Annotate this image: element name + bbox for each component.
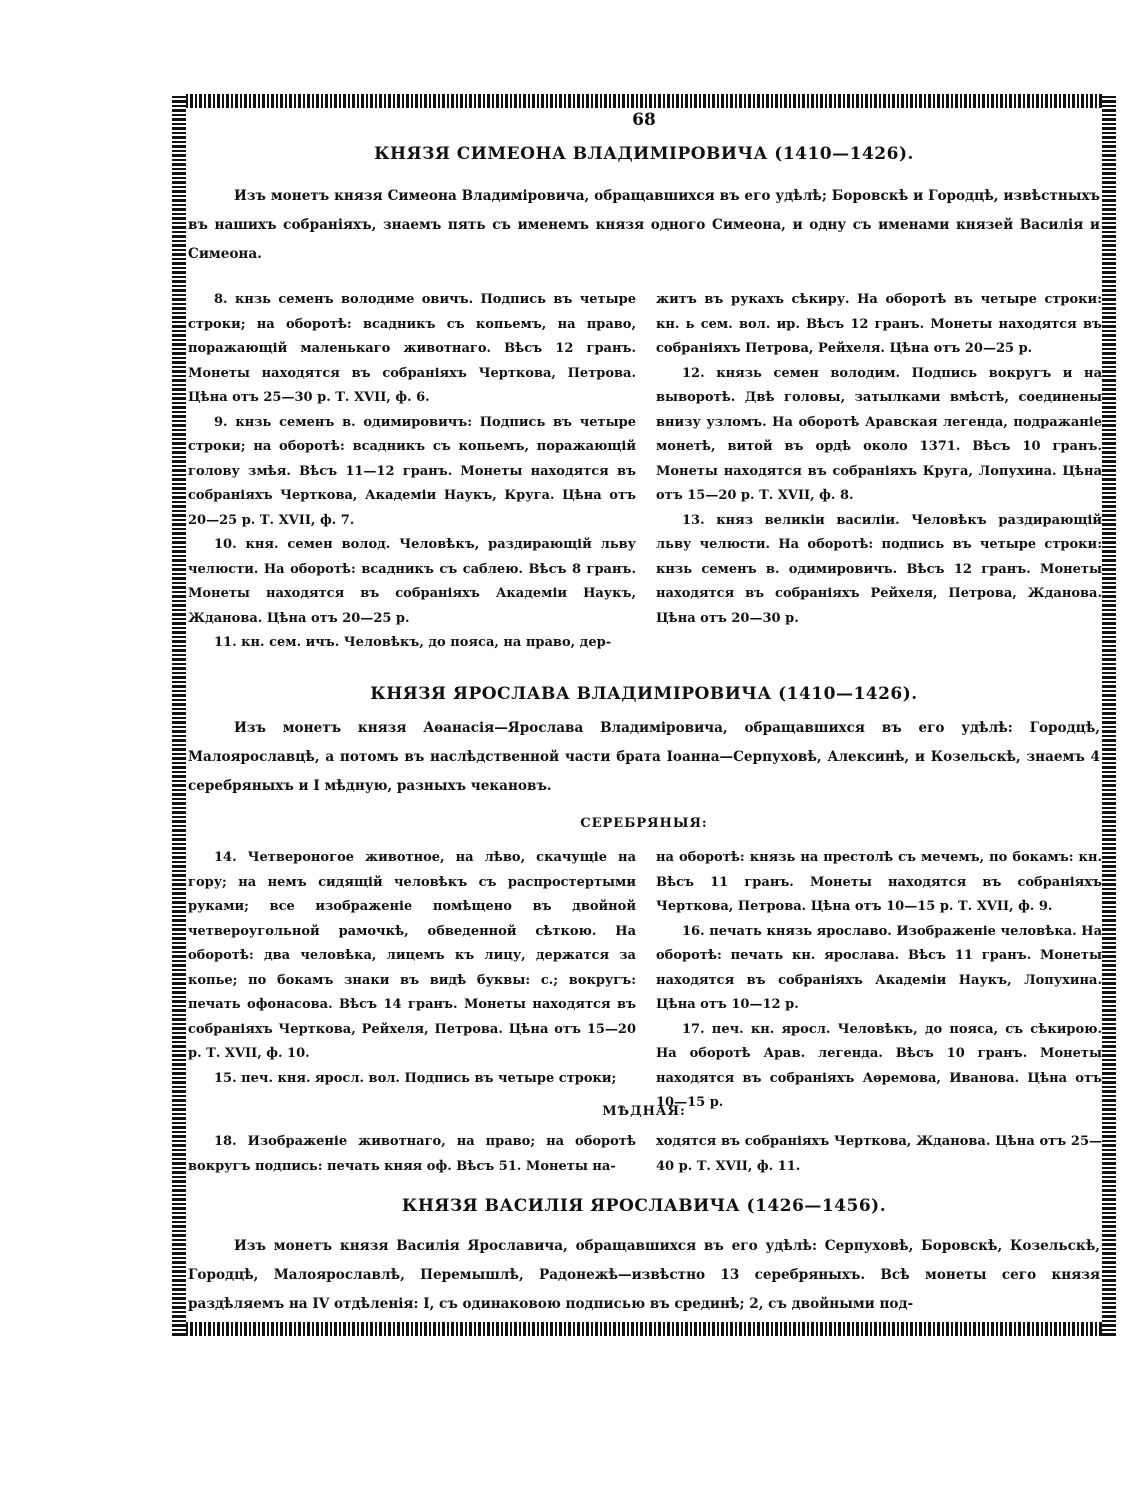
ornamental-border-bottom [172, 1322, 1116, 1336]
coin-entry-18-continued: ходятся въ собраніяхъ Черткова, Жданова. Цѣна отъ 25—40 р. Т. XVII, ф. 11. [656, 1134, 1102, 1174]
coin-entry-13: 13. княз великіи василіи. Человѣкъ раздирающій льву челюсти. На оборотѣ: подпись въ четыре строки: кнзь семенъ в. одимировичъ. Вѣсъ 12 гранъ. Монеты находятся въ собраніяхъ Рейхеля, Петрова, Жданова. Цѣна отъ 20—30 р. [656, 512, 1102, 626]
section-intro-yaroslav: Изъ монетъ князя Аѳанасія—Ярослава Владиміровича, обращавшихся въ его удѣлѣ: Городцѣ, Малоярославцѣ, а потомъ въ наслѣдственной части брата Іоанна—Серпуховѣ, Алексинѣ, и Козельскѣ, знаемъ 4 серебряныхъ и I мѣдную, разныхъ чекановъ. [188, 720, 1100, 794]
coin-entry-8: 8. кнзь семенъ володиме овичъ. Подпись въ четыре строки; на оборотѣ: всадникъ съ копьемъ, на право, поражающій маленькаго животнаго. Вѣсъ 12 гранъ. Монеты находятся въ собраніяхъ Черткова, Петрова. Цѣна отъ 25—30 р. Т. XVII, ф. 6. [188, 292, 636, 405]
left-column-yaroslav [188, 846, 636, 1091]
left-column-simeon [188, 288, 636, 656]
left-column-copper [188, 1130, 636, 1179]
coin-entry-14: 14. Четвероногое животное, на лѣво, скачущіе на гору; на немъ сидящій человѣкъ съ распростертыми руками; все изображеніе помѣщено въ двойной четвероугольной рамочкѣ, обведенной сѣткою. На оборотѣ: два человѣка, лицемъ къ лицу, держатся за копье; по бокамъ знаки въ видѣ буквы: с.; вокругъ: печать офонасова. Вѣсъ 14 гранъ. Монеты находятся въ собраніяхъ Черткова, Рейхеля, Петрова. Цѣна отъ 15—20 р. Т. XVII, ф. 10. [188, 850, 636, 1061]
ornamental-border-left [172, 94, 186, 1336]
section-intro-vasily: Изъ монетъ князя Василія Ярославича, обращавшихся въ его удѣлѣ: Серпуховѣ, Боровскѣ, Козельскѣ, Городцѣ, Малоярославлѣ, Перемышлѣ, Радонежѣ—извѣстно 13 серебряныхъ. Всѣ монеты сего князя раздѣляемъ на IV отдѣленія: I, съ одинаковою подписью въ срединѣ; 2, съ двойными под- [188, 1238, 1100, 1312]
subheading-copper: МѢДНАЯ: [602, 1104, 686, 1119]
page-number: 68 [632, 110, 656, 130]
coin-entry-11: 11. кн. сем. ичъ. Человѣкъ, до пояса, на право, дер- [214, 635, 612, 650]
section-heading-vasily: КНЯЗЯ ВАСИЛІЯ ЯРОСЛАВИЧА (1426—1456). [401, 1196, 887, 1216]
coin-entry-11-continued: житъ въ рукахъ сѣкиру. На оборотѣ въ четыре строки: кн. ь сем. вол. ир. Вѣсъ 12 гранъ. Монеты находятся въ собраніяхъ Петрова, Рейхеля. Цѣна отъ 20—25 р. [656, 292, 1102, 356]
coin-entry-17: 17. печ. кн. яросл. Человѣкъ, до пояса, съ сѣкирою. На оборотѣ Арав. легенда. Вѣсъ 10 гранъ. Монеты находятся въ собраніяхъ Аѳремова, Иванова. Цѣна отъ 10—15 р. [656, 1021, 1102, 1110]
coin-entry-16: 16. печать князь ярославо. Изображеніе человѣка. На оборотѣ: печать кн. ярослава. Вѣсъ 11 гранъ. Монеты находятся въ собраніяхъ Академіи Наукъ, Лопухина. Цѣна отъ 10—12 р. [656, 923, 1102, 1012]
coin-entry-15-continued: на оборотѣ: князь на престолѣ съ мечемъ, по бокамъ: кн. Вѣсъ 11 гранъ. Монеты находятся въ собраніяхъ Черткова, Петрова. Цѣна отъ 10—15 р. Т. XVII, ф. 9. [656, 850, 1102, 914]
right-column-copper [656, 1130, 1102, 1179]
ornamental-border-top [172, 94, 1116, 108]
coin-entry-9: 9. кнзь семенъ в. одимировичъ: Подпись въ четыре строки; на оборотѣ: всадникъ съ копьемъ, поражающій голову змѣя. Вѣсъ 11—12 гранъ. Монеты находятся въ собраніяхъ Черткова, Академіи Наукъ, Круга. Цѣна отъ 20—25 р. Т. XVII, ф. 7. [188, 414, 636, 528]
page-frame [172, 94, 1116, 1336]
section-intro-simeon: Изъ монетъ князя Симеона Владиміровича, обращавшихся въ его удѣлѣ; Боровскѣ и Городцѣ, извѣстныхъ въ нашихъ собраніяхъ, знаемъ пять съ именемъ князя одного Симеона, и одну съ именами князей Василія и Симеона. [188, 188, 1100, 262]
section-heading-simeon: КНЯЗЯ СИМЕОНА ВЛАДИМІРОВИЧА (1410—1426). [374, 144, 914, 164]
coin-entry-18: 18. Изображеніе животнаго, на право; на оборотѣ вокругъ подпись: печать княя оф. Вѣсъ 51. Монеты на- [188, 1134, 636, 1174]
right-column-yaroslav [656, 846, 1102, 1116]
right-column-simeon [656, 288, 1102, 631]
subheading-silver: СЕРЕБРЯНЫЯ: [580, 816, 708, 831]
section-heading-yaroslav: КНЯЗЯ ЯРОСЛАВА ВЛАДИМІРОВИЧА (1410—1426). [370, 684, 918, 704]
coin-entry-10: 10. кня. семен волод. Человѣкъ, раздирающій льву челюсти. На оборотѣ: всадникъ съ саблею. Вѣсъ 8 гранъ. Монеты находятся въ собраніяхъ Академіи Наукъ, Жданова. Цѣна отъ 20—25 р. [188, 537, 636, 626]
ornamental-border-right [1102, 94, 1116, 1336]
coin-entry-15: 15. печ. кня. яросл. вол. Подпись въ четыре строки; [214, 1070, 617, 1086]
coin-entry-12: 12. князь семен володим. Подпись вокругъ и на выворотѣ. Двѣ головы, затылками вмѣстѣ, соединены внизу узломъ. На оборотѣ Аравская легенда, подражаніе монетѣ, витой въ ордѣ около 1371. Вѣсъ 10 гранъ. Монеты находятся въ собраніяхъ Круга, Лопухина. Цѣна отъ 15—20 р. Т. XVII, ф. 8. [656, 365, 1102, 503]
page-content [186, 108, 1102, 1322]
